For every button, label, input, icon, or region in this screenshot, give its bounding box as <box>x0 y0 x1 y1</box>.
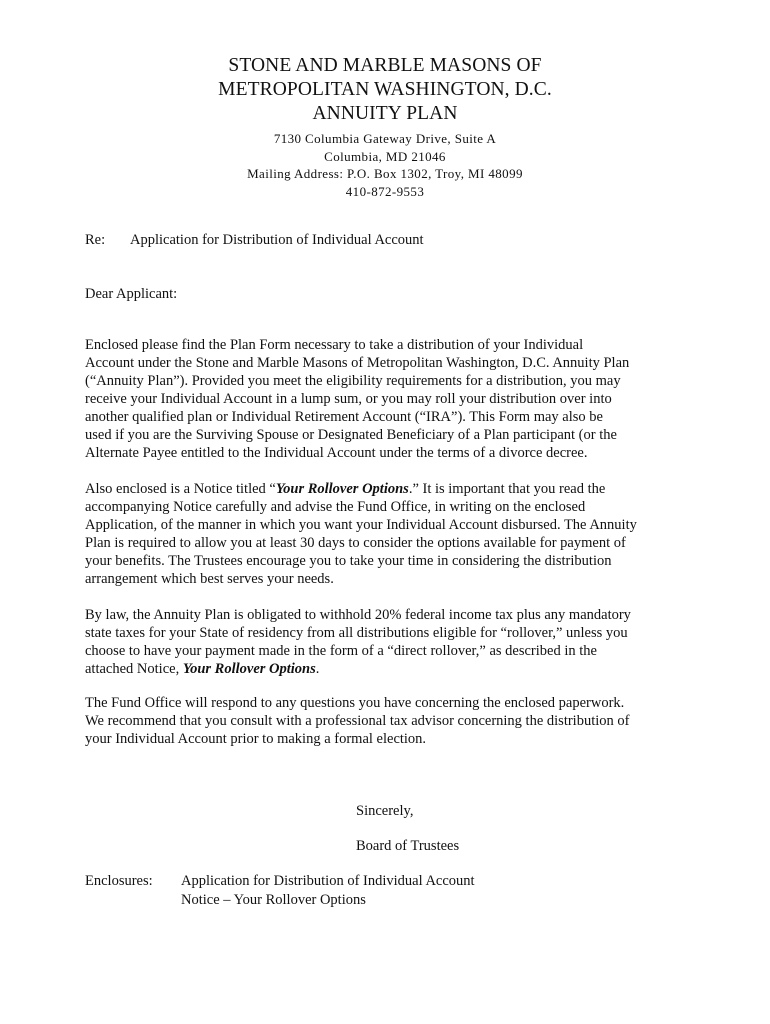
paragraph-line: Account under the Stone and Marble Masons of Metropolitan Washington, D.C. Annuity Plan <box>85 355 630 371</box>
paragraph-line: By law, the Annuity Plan is obligated to withhold 20% federal income tax plus any mandatory <box>85 607 631 623</box>
paragraph-line <box>85 480 675 498</box>
city-state-zip: Columbia, MD 21046 <box>324 148 446 164</box>
line-text: . <box>315 661 320 677</box>
line-text: .” It is important that you read the <box>408 481 606 497</box>
enclosure-item: Notice – Your Rollover Options <box>181 891 366 908</box>
paragraph-line: another qualified plan or Individual Retirement Account (“IRA”). This Form may also be <box>85 409 603 425</box>
paragraph-line: Application, of the manner in which you want your Individual Account disbursed. The Annuity <box>85 517 637 533</box>
org-name-line-2: METROPOLITAN WASHINGTON, D.C. <box>218 79 552 100</box>
paragraph-enclosed-form <box>85 336 675 462</box>
paragraph-line: The Fund Office will respond to any questions you have concerning the enclosed paperwork. <box>85 695 625 711</box>
paragraph-questions <box>85 694 675 748</box>
mailing-address: Mailing Address: P.O. Box 1302, Troy, MI 48099 <box>247 166 523 181</box>
org-name-line-1: STONE AND MARBLE MASONS OF <box>228 55 542 76</box>
paragraph-line <box>85 660 675 678</box>
letterhead <box>0 54 770 200</box>
paragraph-line: Alternate Payee entitled to the Individual Account under the terms of a divorce decree. <box>85 445 588 461</box>
paragraph-rollover-notice <box>85 480 675 588</box>
address-block <box>0 130 770 200</box>
paragraph-line: (“Annuity Plan”). Provided you meet the eligibility requirements for a distribution, you may <box>85 373 621 389</box>
paragraph-line: your Individual Account prior to making a formal election. <box>85 731 427 747</box>
org-name-line-3: ANNUITY PLAN <box>312 103 458 124</box>
paragraph-line: accompanying Notice carefully and advise the Fund Office, in writing on the enclosed <box>85 499 586 515</box>
subject-label: Re: <box>85 232 106 248</box>
paragraph-line: Plan is required to allow you at least 30 days to consider the options available for payment of <box>85 535 626 551</box>
notice-title-emphasis: Your Rollover Options <box>275 481 409 497</box>
paragraph-line: We recommend that you consult with a professional tax advisor concerning the distribution of <box>85 713 630 729</box>
enclosure-item: Application for Distribution of Individual Account <box>181 873 475 889</box>
paragraph-line: choose to have your payment made in the form of a “direct rollover,” as described in the <box>85 643 597 659</box>
paragraph-line: arrangement which best serves your needs. <box>85 571 334 587</box>
line-text: attached Notice, <box>85 661 183 677</box>
paragraph-line: Enclosed please find the Plan Form necessary to take a distribution of your Individual <box>85 337 584 353</box>
street-address: 7130 Columbia Gateway Drive, Suite A <box>273 131 497 146</box>
paragraph-line: state taxes for your State of residency from all distributions eligible for “rollover,” unless you <box>85 625 628 641</box>
paragraph-line: used if you are the Surviving Spouse or Designated Beneficiary of a Plan participant (or the <box>85 427 617 443</box>
paragraph-line: receive your Individual Account in a lump sum, or you may roll your distribution over into <box>85 391 612 407</box>
salutation: Dear Applicant: <box>85 286 178 302</box>
subject-text: Application for Distribution of Individual Account <box>130 232 424 248</box>
notice-title-emphasis: Your Rollover Options <box>182 661 316 677</box>
subject-line <box>85 230 424 250</box>
phone-number: 410-872-9553 <box>345 183 425 199</box>
enclosures-list <box>181 872 475 909</box>
paragraph-withholding <box>85 606 675 678</box>
enclosures-label: Enclosures: <box>85 873 153 889</box>
valediction: Sincerely, <box>356 803 414 819</box>
line-text: Also enclosed is a Notice titled “ <box>85 481 276 497</box>
signatory: Board of Trustees <box>356 838 460 854</box>
paragraph-line: your benefits. The Trustees encourage you to take your time in considering the distribution <box>85 553 612 569</box>
